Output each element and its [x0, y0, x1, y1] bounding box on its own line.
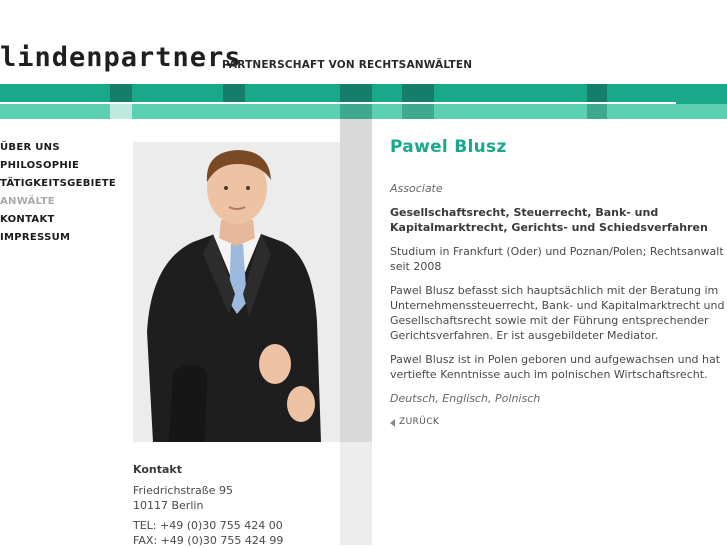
back-arrow-icon	[390, 419, 395, 427]
back-label: ZURÜCK	[399, 417, 440, 427]
nav-item-impressum[interactable]: IMPRESSUM	[0, 232, 71, 243]
back-link[interactable]	[390, 415, 725, 430]
profile-name: Pawel Blusz	[390, 137, 507, 157]
profile-background: Pawel Blusz ist in Polen geboren und aufgewachsen und hat vertiefte Kenntnisse auch im polnischen Wirtschaftsrecht.	[390, 353, 721, 381]
contact-block	[133, 462, 283, 548]
nav-item-ueber-uns[interactable]: ÜBER UNS	[0, 142, 60, 153]
contact-heading: Kontakt	[133, 463, 182, 476]
grey-column-lower	[340, 442, 372, 545]
grey-column	[340, 119, 372, 442]
profile-focus: Pawel Blusz befasst sich hauptsächlich mit der Beratung im Unternehmenssteuerrecht, Bank- und Kapitalmarktrecht und Gesellschaftsrecht sowie mit der Führung entsprechender Gerichtsverfahren. Er ist ausgebildeter Mediator.	[390, 284, 725, 342]
logo[interactable]: lindenpartners	[0, 42, 242, 73]
profile-specialties: Gesellschaftsrecht, Steuerrecht, Bank- und Kapitalmarktrecht, Gerichts- und Schiedsverfahren	[390, 206, 708, 234]
main-nav	[0, 139, 116, 247]
profile-education: Studium in Frankfurt (Oder) und Poznan/Polen; Rechtsanwalt seit 2008	[390, 245, 724, 273]
portrait-photo	[133, 142, 340, 442]
profile-role: Associate	[390, 182, 443, 195]
profile-languages: Deutsch, Englisch, Polnisch	[390, 392, 541, 405]
nav-item-taetigkeitsgebiete[interactable]: TÄTIGKEITSGEBIETE	[0, 178, 117, 189]
profile-content	[390, 136, 725, 430]
contact-tel[interactable]: TEL: +49 (0)30 755 424 00	[133, 519, 283, 532]
nav-item-philosophie[interactable]: PHILOSOPHIE	[0, 160, 80, 171]
tagline: PARTNERSCHAFT VON RECHTSANWÄLTEN	[222, 59, 473, 71]
contact-street: Friedrichstraße 95	[133, 484, 233, 497]
nav-item-kontakt[interactable]: KONTAKT	[0, 214, 55, 225]
contact-fax: FAX: +49 (0)30 755 424 99	[133, 534, 284, 547]
contact-city: 10117 Berlin	[133, 499, 204, 512]
nav-item-anwaelte[interactable]: ANWÄLTE	[0, 196, 55, 207]
